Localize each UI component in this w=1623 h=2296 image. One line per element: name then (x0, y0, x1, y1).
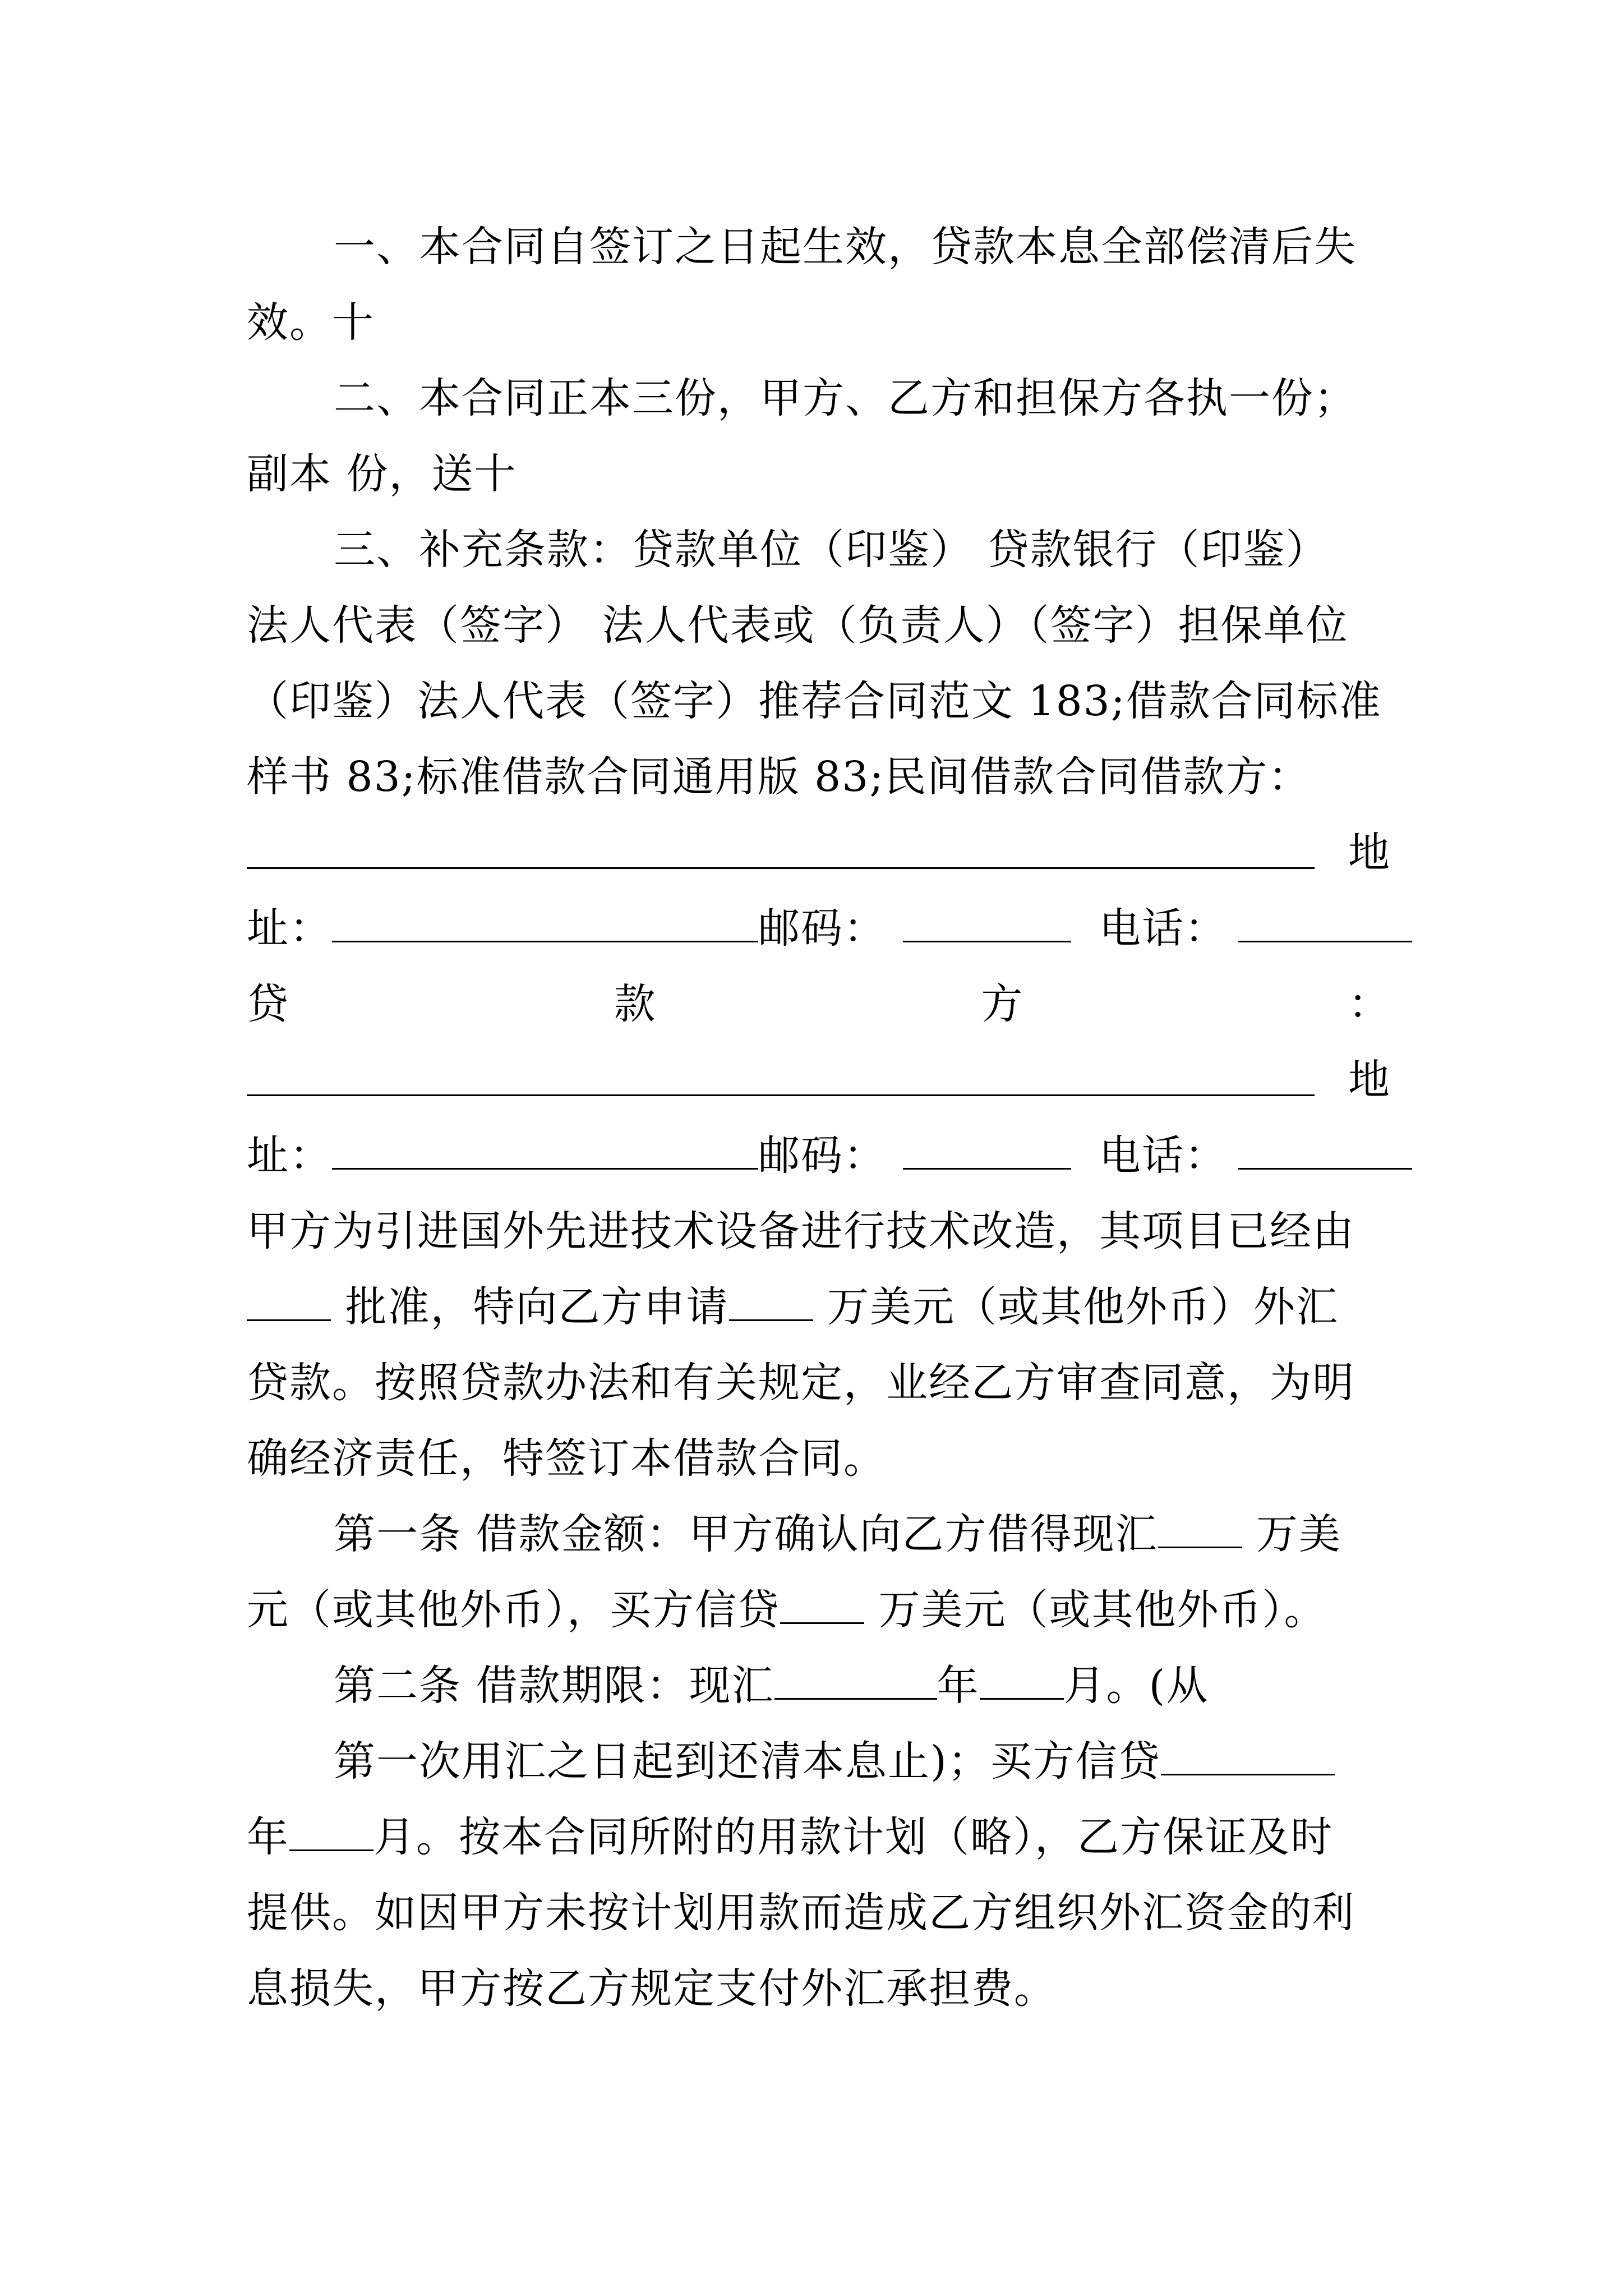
article-2-year-label: 年 (937, 1662, 980, 1710)
cash-term-years-blank[interactable] (774, 1659, 937, 1700)
clause-1-line-1: 一、本合同自签订之日起生效，贷款本息全部偿清后失 (334, 223, 1357, 271)
article-2-text-a: 第二条 借款期限：现汇 (334, 1662, 774, 1710)
lender-zip-blank[interactable] (903, 1129, 1071, 1170)
lender-label-row (247, 973, 1391, 1035)
article-2-line-5: 息损失，甲方按乙方规定支付外汇承担费。 (247, 1964, 1057, 2013)
borrower-phone-blank[interactable] (1238, 901, 1412, 942)
clause-1-line-2: 效。十 (247, 298, 375, 347)
lender-name-row (247, 1049, 1391, 1111)
cash-amount-blank[interactable] (1158, 1507, 1242, 1548)
preamble-line-2-text-a: 批准，特向乙方申请 (331, 1283, 729, 1331)
lender-name-blank[interactable] (247, 1055, 1315, 1096)
article-2-line-3-year-label: 年 (247, 1813, 289, 1861)
buyer-credit-years-blank[interactable] (1161, 1734, 1335, 1775)
article-1-text-a: 第一条 借款金额：甲方确认向乙方借得现汇 (334, 1510, 1158, 1558)
address-label-start: 地 (1348, 829, 1391, 877)
preamble-line-4: 确经济责任，特签订本借款合同。 (247, 1434, 886, 1483)
approval-authority-blank[interactable] (247, 1280, 331, 1321)
lender-label-colon: ： (1348, 980, 1391, 1028)
article-1-line-2-text-b: 万美元（或其他外币）。 (864, 1586, 1327, 1634)
lender-phone-label: 电话： (1099, 1131, 1227, 1180)
phone-label: 电话： (1099, 904, 1227, 953)
article-2-text-c: 月。(从 (1063, 1662, 1209, 1710)
clause-3-line-1: 三、补充条款：贷款单位（印鉴） 贷款银行（印鉴） (334, 526, 1329, 574)
lender-address-blank[interactable] (332, 1129, 758, 1170)
buyer-credit-months-blank[interactable] (289, 1810, 374, 1851)
lender-address-row (247, 1125, 1391, 1186)
preamble-line-3: 贷款。按照贷款办法和有关规定，业经乙方审查同意，为明 (247, 1359, 1355, 1407)
clause-2-line-2: 副本 份，送十 (247, 450, 517, 498)
article-2-line-1 (334, 1655, 1391, 1717)
article-1-line-1 (334, 1503, 1391, 1565)
article-2-line-3 (247, 1806, 1391, 1868)
cash-term-months-blank[interactable] (980, 1659, 1064, 1700)
borrower-name-blank[interactable] (247, 828, 1315, 869)
lender-zip-label: 邮码： (758, 1131, 886, 1180)
article-2-line-2-text: 第一次用汇之日起到还清本息止)；买方信贷 (334, 1737, 1161, 1786)
loan-amount-request-blank[interactable] (729, 1280, 813, 1321)
article-1-line-2-text-a: 元（或其他外币），买方信贷 (247, 1586, 780, 1634)
lender-label-char-1: 贷 (247, 980, 289, 1028)
clause-2-line-1: 二、本合同正本三份，甲方、乙方和担保方各执一份； (334, 374, 1357, 422)
borrower-name-row (247, 822, 1391, 884)
lender-phone-blank[interactable] (1238, 1129, 1412, 1170)
borrower-address-row (247, 898, 1391, 959)
article-2-line-3-text: 月。按本合同所附的用款计划（略），乙方保证及时 (374, 1813, 1333, 1861)
article-1-line-2 (247, 1579, 1391, 1641)
preamble-line-2 (247, 1276, 1391, 1338)
address-label-end: 址： (247, 904, 332, 953)
clause-3-line-4: 样书 83;标准借款合同通用版 83;民间借款合同借款方： (247, 753, 1311, 801)
borrower-zip-blank[interactable] (903, 901, 1071, 942)
article-2-line-4: 提供。如因甲方未按计划用款而造成乙方组织外汇资金的利 (247, 1889, 1355, 1937)
lender-label-char-3: 方 (981, 980, 1024, 1028)
article-1-text-b: 万美 (1242, 1510, 1342, 1558)
article-2-line-2 (334, 1731, 1391, 1792)
buyer-credit-amount-blank[interactable] (780, 1583, 864, 1624)
lender-address-label-start: 地 (1348, 1056, 1391, 1104)
clause-3-line-2: 法人代表（签字） 法人代表或（负责人）（签字）担保单位 (247, 601, 1349, 650)
preamble-line-1: 甲方为引进国外先进技术设备进行技术改造，其项目已经由 (247, 1207, 1355, 1255)
preamble-line-2-text-b: 万美元（或其他外币）外汇 (813, 1283, 1339, 1331)
borrower-address-blank[interactable] (332, 901, 758, 942)
zip-label: 邮码： (758, 904, 886, 953)
clause-3-line-3: （印鉴）法人代表（签字）推荐合同范文 183;借款合同标准 (247, 677, 1382, 725)
lender-address-label-end: 址： (247, 1131, 332, 1180)
lender-label-char-2: 款 (614, 980, 657, 1028)
